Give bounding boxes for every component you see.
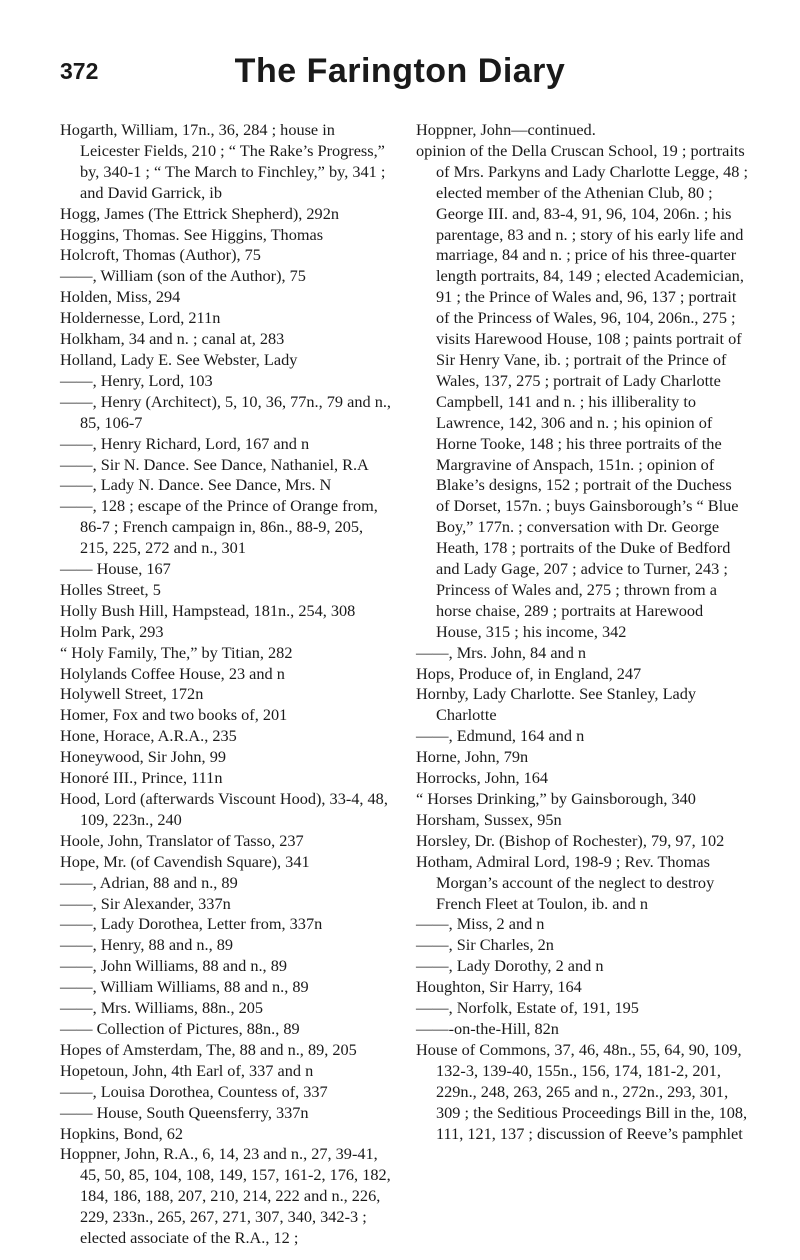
index-entry: ——, William Williams, 88 and n., 89: [60, 977, 309, 997]
index-entry: “ Holy Family, The,” by Titian, 282: [60, 642, 293, 662]
index-entry: Holdernesse, Lord, 211n: [60, 308, 221, 328]
index-entry: Horne, John, 79n: [416, 747, 529, 767]
index-entry: Hotham, Admiral Lord, 198-9 ; Rev. Thomas Morgan’s account of the neglect to destroy French Fleet at Toulon, ib. and n: [416, 851, 715, 913]
index-entry: Holly Bush Hill, Hampstead, 181n., 254, 308: [60, 600, 356, 620]
index-entry: Holland, Lady E. See Webster, Lady: [60, 349, 298, 369]
index-entry: ——, Sir Charles, 2n: [416, 935, 554, 955]
index-entry: Hogarth, William, 17n., 36, 284 ; house in Leicester Fields, 210 ; “ The Rake’s Progress,” by, 340-1 ; “ The March to Finchley,” by, 341 ; and David Garrick, ib: [60, 120, 386, 202]
index-entry: ——, Mrs. John, 84 and n: [416, 642, 587, 662]
index-entry: —— Collection of Pictures, 88n., 89: [60, 1018, 300, 1038]
index-entry: Hone, Horace, A.R.A., 235: [60, 726, 237, 746]
index-entry: —— House, South Queensferry, 337n: [60, 1102, 309, 1122]
index-entry: ——, Sir Alexander, 337n: [60, 893, 231, 913]
index-column-right: [416, 120, 748, 1144]
index-entry: ——, Edmund, 164 and n: [416, 726, 585, 746]
index-entry: Hogg, James (The Ettrick Shepherd), 292n: [60, 203, 339, 223]
index-entry: ——, Mrs. Williams, 88n., 205: [60, 998, 264, 1018]
index-entry: ——, Lady Dorothy, 2 and n: [416, 956, 604, 976]
index-entry: ——, Sir N. Dance. See Dance, Nathaniel, R.A: [60, 454, 369, 474]
index-entry: ——, Adrian, 88 and n., 89: [60, 872, 238, 892]
index-entry: ——, Henry Richard, Lord, 167 and n: [60, 433, 310, 453]
index-entry: ——, John Williams, 88 and n., 89: [60, 956, 287, 976]
index-entry: Holles Street, 5: [60, 579, 161, 599]
index-entry: Holcroft, Thomas (Author), 75: [60, 245, 261, 265]
index-entry: Hoggins, Thomas. See Higgins, Thomas: [60, 224, 324, 244]
index-entry: ——-on-the-Hill, 82n: [416, 1018, 559, 1038]
index-entry: ——, Miss, 2 and n: [416, 914, 545, 934]
page-number: 372: [60, 58, 99, 84]
index-column-left: [60, 120, 392, 1249]
index-entry: Horsley, Dr. (Bishop of Rochester), 79, 97, 102: [416, 830, 725, 850]
index-entry: Hoole, John, Translator of Tasso, 237: [60, 830, 304, 850]
index-entry: ——, Norfolk, Estate of, 191, 195: [416, 998, 639, 1018]
index-entry: ——, Henry, 88 and n., 89: [60, 935, 234, 955]
index-entry: Holylands Coffee House, 23 and n: [60, 663, 285, 683]
index-entry: Honeywood, Sir John, 99: [60, 747, 226, 767]
index-entry: ——, Henry (Architect), 5, 10, 36, 77n., 79 and n., 85, 106-7: [60, 391, 391, 432]
continued-heading: Hoppner, John—continued.: [416, 120, 596, 139]
index-entry: ——, William (son of the Author), 75: [60, 266, 306, 286]
index-entry: —— House, 167: [60, 559, 171, 579]
running-title: The Farington Diary: [234, 52, 566, 90]
index-entry: ——, Lady Dorothea, Letter from, 337n: [60, 914, 323, 934]
index-entry: ——, Lady N. Dance. See Dance, Mrs. N: [60, 475, 332, 495]
index-entry: Houghton, Sir Harry, 164: [416, 977, 582, 997]
index-entry: Horrocks, John, 164: [416, 768, 549, 788]
index-entry: Hopes of Amsterdam, The, 88 and n., 89, 205: [60, 1039, 357, 1059]
index-entry: opinion of the Della Cruscan School, 19 ; portraits of Mrs. Parkyns and Lady Charlotte Legge, 48 ; elected member of the Athenian Club, 80 ; George III. and, 83-4, 91, 96, 104, 206n. ; his parentage, 83 and n. ; story of his early life and marriage, 84 and n. ; price of his three-quarter length portraits, 84, 149 ; elected Academician, 91 ; the Prince of Wales and, 96, 137 ; portrait of the Princess of Wales, 96, 104, 206n., 275 ; visits Harewood House, 108 ; paints portrait of Sir Henry Vane, ib. ; portrait of the Prince of Wales, 137, 275 ; portrait of Lady Charlotte Campbell, 141 and n. ; his illiberality to Lawrence, 142, 306 and n. ; his opinion of Horne Tooke, 148 ; his three portraits of the Margravine of Anspach, 151n. ; opinion of Blake’s designs, 152 ; portrait of the Duchess of Dorset, 157n. ; buys Gainsborough’s “ Blue Boy,” 177n. ; conversation with Dr. George Heath, 178 ; portraits of the Duke of Bedford and Lady Gage, 207 ; advice to Turner, 243 ; Princess of Wales and, 275 ; thrown from a horse chaise, 289 ; portraits at Harewood House, 315 ; his income, 342: [416, 140, 748, 641]
index-entry: Hood, Lord (afterwards Viscount Hood), 33-4, 48, 109, 223n., 240: [60, 789, 388, 829]
index-entry: “ Horses Drinking,” by Gainsborough, 340: [416, 789, 696, 808]
index-entry: Hopetoun, John, 4th Earl of, 337 and n: [60, 1060, 314, 1080]
index-entry: Hope, Mr. (of Cavendish Square), 341: [60, 851, 310, 871]
index-entry: ——, 128 ; escape of the Prince of Orange from, 86-7 ; French campaign in, 86n., 88-9, 205, 215, 225, 272 and n., 301: [60, 496, 378, 558]
index-entry: Hops, Produce of, in England, 247: [416, 663, 642, 683]
index-entry: Holkham, 34 and n. ; canal at, 283: [60, 329, 285, 349]
index-entry: Hornby, Lady Charlotte. See Stanley, Lady Charlotte: [416, 684, 697, 725]
index-entry: Hoppner, John, R.A., 6, 14, 23 and n., 27, 39-41, 45, 50, 85, 104, 108, 149, 157, 161-2, 176, 182, 184, 186, 188, 207, 210, 214, 222 and n., 226, 229, 233n., 265, 267, 271, 307, 340, 342-3 ; elected associate of the R.A., 12 ;: [60, 1144, 391, 1248]
index-entry: Holden, Miss, 294: [60, 287, 181, 307]
index-entry: Holywell Street, 172n: [60, 684, 204, 704]
index-entry: ——, Louisa Dorothea, Countess of, 337: [60, 1081, 328, 1101]
index-entry: Honoré III., Prince, 111n: [60, 768, 223, 788]
index-entry: House of Commons, 37, 46, 48n., 55, 64, 90, 109, 132-3, 139-40, 155n., 156, 174, 181-2, 201, 229n., 248, 263, 265 and n., 272n., 293, 301, 309 ; the Seditious Proceedings Bill in the, 108, 111, 121, 137 ; discussion of Reeve’s pamphlet: [416, 1039, 748, 1143]
page-header: [0, 52, 800, 98]
index-entry: ——, Henry, Lord, 103: [60, 370, 213, 390]
index-entry: Homer, Fox and two books of, 201: [60, 705, 288, 725]
index-entry: Holm Park, 293: [60, 621, 164, 641]
index-entry: Hopkins, Bond, 62: [60, 1123, 184, 1143]
index-entry: Horsham, Sussex, 95n: [416, 809, 562, 829]
